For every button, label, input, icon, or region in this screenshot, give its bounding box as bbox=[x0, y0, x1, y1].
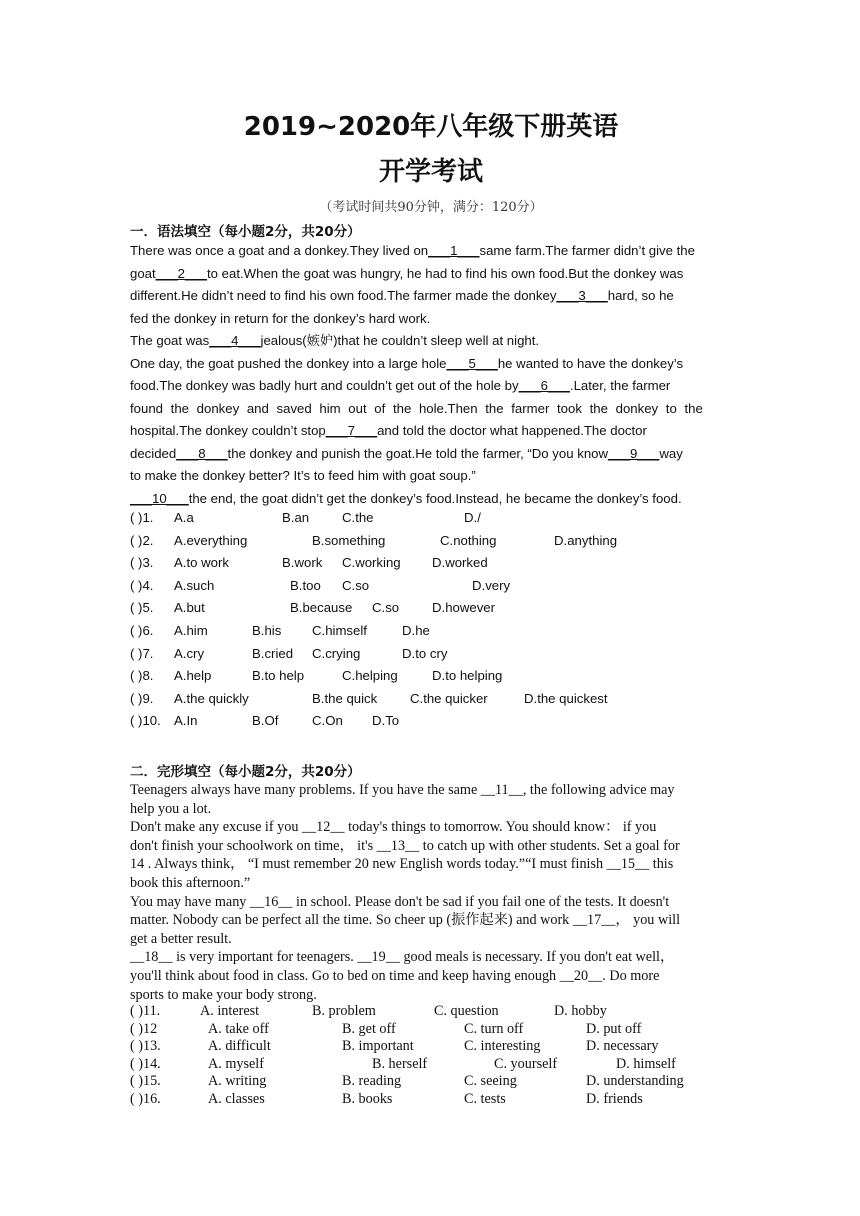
question-number: ( )4. bbox=[130, 577, 154, 593]
question-number: ( )8. bbox=[130, 668, 154, 684]
exam-title-line2: 开学考试 bbox=[378, 157, 483, 187]
option-d: D. himself bbox=[616, 1055, 676, 1072]
passage-line: decided___8___the donkey and punish the goat.He told the farmer, “Do you know___9___way bbox=[130, 445, 683, 461]
option-c: C. turn off bbox=[464, 1020, 524, 1037]
option-c: C.himself bbox=[312, 623, 367, 638]
section2-passage bbox=[130, 781, 732, 1004]
option-c: C. yourself bbox=[494, 1055, 558, 1072]
option-c: C. seeing bbox=[464, 1073, 517, 1090]
option-a: A. take off bbox=[208, 1020, 269, 1037]
option-c: C.working bbox=[342, 555, 401, 571]
option-d: D.very bbox=[472, 577, 511, 593]
passage-line: don't finish your schoolwork on time， it's __13__ to catch up with other students. Set a goal for bbox=[130, 837, 680, 854]
option-c: C.so bbox=[372, 600, 400, 616]
option-d: D.however bbox=[432, 600, 496, 616]
option-c: C.crying bbox=[312, 645, 361, 661]
question-number: ( )14. bbox=[130, 1055, 161, 1072]
question-number: ( )7. bbox=[130, 645, 154, 661]
option-a: A. classes bbox=[208, 1091, 265, 1107]
option-b: B.Of bbox=[252, 713, 279, 729]
question-number: ( )15. bbox=[130, 1073, 161, 1090]
passage-line: found the donkey and saved him out of the hole.Then the farmer took the donkey to the bbox=[130, 400, 703, 416]
passage-line: book this afternoon.” bbox=[130, 874, 251, 891]
question-number: ( )11. bbox=[130, 1003, 161, 1019]
option-d: D. friends bbox=[586, 1091, 643, 1107]
option-d: D./ bbox=[464, 510, 481, 525]
option-b: B.because bbox=[290, 600, 353, 616]
option-a: A.In bbox=[174, 713, 198, 729]
option-d: D.he bbox=[402, 623, 430, 638]
passage-line: food.The donkey was badly hurt and couldn’t get out of the hole by___6___.Later, the farmer bbox=[130, 378, 671, 393]
option-a: A.a bbox=[174, 510, 194, 525]
passage-line: help you a lot. bbox=[130, 800, 212, 817]
question-number: ( )13. bbox=[130, 1038, 161, 1055]
option-d: D. necessary bbox=[586, 1038, 659, 1055]
option-b: B. books bbox=[342, 1091, 393, 1107]
option-b: B.work bbox=[282, 555, 323, 571]
option-c: C.so bbox=[342, 577, 370, 593]
passage-line: fed the donkey in return for the donkey’s hard work. bbox=[130, 310, 431, 326]
option-a: A.everything bbox=[174, 532, 248, 548]
section1-heading: 一．语法填空（每小题2分，共20分） bbox=[130, 224, 361, 240]
passage-line: You may have many __16__ in school. Please don't be sad if you fail one of the tests. It doesn't bbox=[130, 893, 670, 910]
passage-line: goat___2___to eat.When the goat was hungry, he had to find his own food.But the donkey was bbox=[130, 265, 684, 281]
option-b: B. get off bbox=[342, 1020, 396, 1037]
option-a: A.the quickly bbox=[174, 690, 249, 706]
option-c: C.the quicker bbox=[410, 690, 488, 706]
passage-line: Don't make any excuse if you __12__ today's things to tomorrow. You should know： if you bbox=[130, 819, 657, 836]
option-d: D.to cry bbox=[402, 645, 448, 661]
option-b: B.to help bbox=[252, 668, 305, 684]
option-c: C. question bbox=[434, 1003, 499, 1019]
option-b: B. problem bbox=[312, 1003, 376, 1019]
passage-line: One day, the goat pushed the donkey into a large hole___5___he wanted to have the donkey’s bbox=[130, 355, 684, 371]
option-d: D. put off bbox=[586, 1020, 642, 1037]
section2-heading: 二．完形填空（每小题2分，共20分） bbox=[130, 764, 361, 780]
option-b: B.the quick bbox=[312, 690, 378, 706]
option-a: A. difficult bbox=[208, 1038, 271, 1055]
option-d: D.To bbox=[372, 713, 400, 729]
passage-line: There was once a goat and a donkey.They lived on___1___same farm.The farmer didn’t give the bbox=[130, 243, 695, 258]
question-number: ( )6. bbox=[130, 623, 154, 638]
option-d: D. hobby bbox=[554, 1003, 607, 1019]
passage-line: ___10___the end, the goat didn’t get the donkey’s food.Instead, he became the donkey’s food. bbox=[130, 490, 682, 506]
option-b: B. herself bbox=[372, 1055, 428, 1072]
option-d: D.the quickest bbox=[524, 690, 608, 706]
passage-line: to make the donkey better? It’s to feed him with goat soup.” bbox=[130, 468, 476, 483]
option-b: B.an bbox=[282, 510, 310, 525]
option-a: A. myself bbox=[208, 1055, 264, 1072]
option-a: A.help bbox=[174, 668, 212, 684]
option-d: D. understanding bbox=[586, 1073, 684, 1090]
option-b: B.cried bbox=[252, 645, 294, 661]
passage-line: hospital.The donkey couldn’t stop___7___and told the doctor what happened.The doctor bbox=[130, 423, 647, 438]
option-d: D.anything bbox=[554, 532, 618, 548]
option-c: C.the bbox=[342, 510, 374, 525]
option-b: B. reading bbox=[342, 1073, 402, 1090]
option-a: A.to work bbox=[174, 555, 229, 571]
passage-line: you'll think about food in class. Go to bed on time and keep having enough __20__. Do more bbox=[130, 967, 660, 984]
option-a: A.such bbox=[174, 577, 215, 593]
question-number: ( )12 bbox=[130, 1020, 158, 1037]
option-a: A.him bbox=[174, 623, 208, 638]
option-a: A.but bbox=[174, 600, 205, 616]
passage-line: get a better result. bbox=[130, 930, 232, 947]
exam-subtitle: （考试时间共90分钟，满分：120分） bbox=[319, 200, 543, 215]
option-b: B.his bbox=[252, 623, 282, 638]
option-a: A. writing bbox=[208, 1073, 267, 1090]
option-d: D.worked bbox=[432, 555, 488, 571]
exam-title-line1: 2019~2020年八年级下册英语 bbox=[243, 112, 619, 142]
option-a: A.cry bbox=[174, 645, 205, 661]
question-number: ( )10. bbox=[130, 713, 161, 729]
passage-line: matter. Nobody can be perfect all the time. So cheer up (振作起来) and work __17__， you will bbox=[130, 912, 681, 929]
passage-line: The goat was___4___jealous(嫉妒)that he couldn’t sleep well at night. bbox=[130, 333, 540, 348]
passage-line: __18__ is very important for teenagers. __19__ good meals is necessary. If you don't eat well， bbox=[130, 949, 675, 966]
question-number: ( )5. bbox=[130, 600, 154, 616]
passage-line: different.He didn’t need to find his own food.The farmer made the donkey___3___hard, so he bbox=[130, 288, 674, 303]
question-number: ( )9. bbox=[130, 690, 154, 706]
question-number: ( )2. bbox=[130, 532, 154, 548]
option-c: C. tests bbox=[464, 1091, 506, 1107]
option-c: C.On bbox=[312, 713, 343, 729]
passage-line: 14 . Always think， “I must remember 20 new English words today.”“I must finish __15__ this bbox=[130, 856, 674, 873]
option-d: D.to helping bbox=[432, 668, 503, 684]
option-b: B. important bbox=[342, 1038, 414, 1055]
question-number: ( )3. bbox=[130, 555, 154, 571]
section1-passage bbox=[130, 240, 732, 510]
option-a: A. interest bbox=[200, 1003, 260, 1019]
option-c: C. interesting bbox=[464, 1038, 541, 1055]
option-b: B.something bbox=[312, 532, 386, 548]
option-b: B.too bbox=[290, 577, 321, 593]
passage-line: sports to make your body strong. bbox=[130, 986, 317, 1003]
option-c: C.helping bbox=[342, 668, 398, 684]
option-c: C.nothing bbox=[440, 532, 497, 548]
question-number: ( )16. bbox=[130, 1091, 161, 1107]
question-number: ( )1. bbox=[130, 510, 154, 525]
passage-line: Teenagers always have many problems. If you have the same __11__, the following advice may bbox=[130, 782, 675, 798]
